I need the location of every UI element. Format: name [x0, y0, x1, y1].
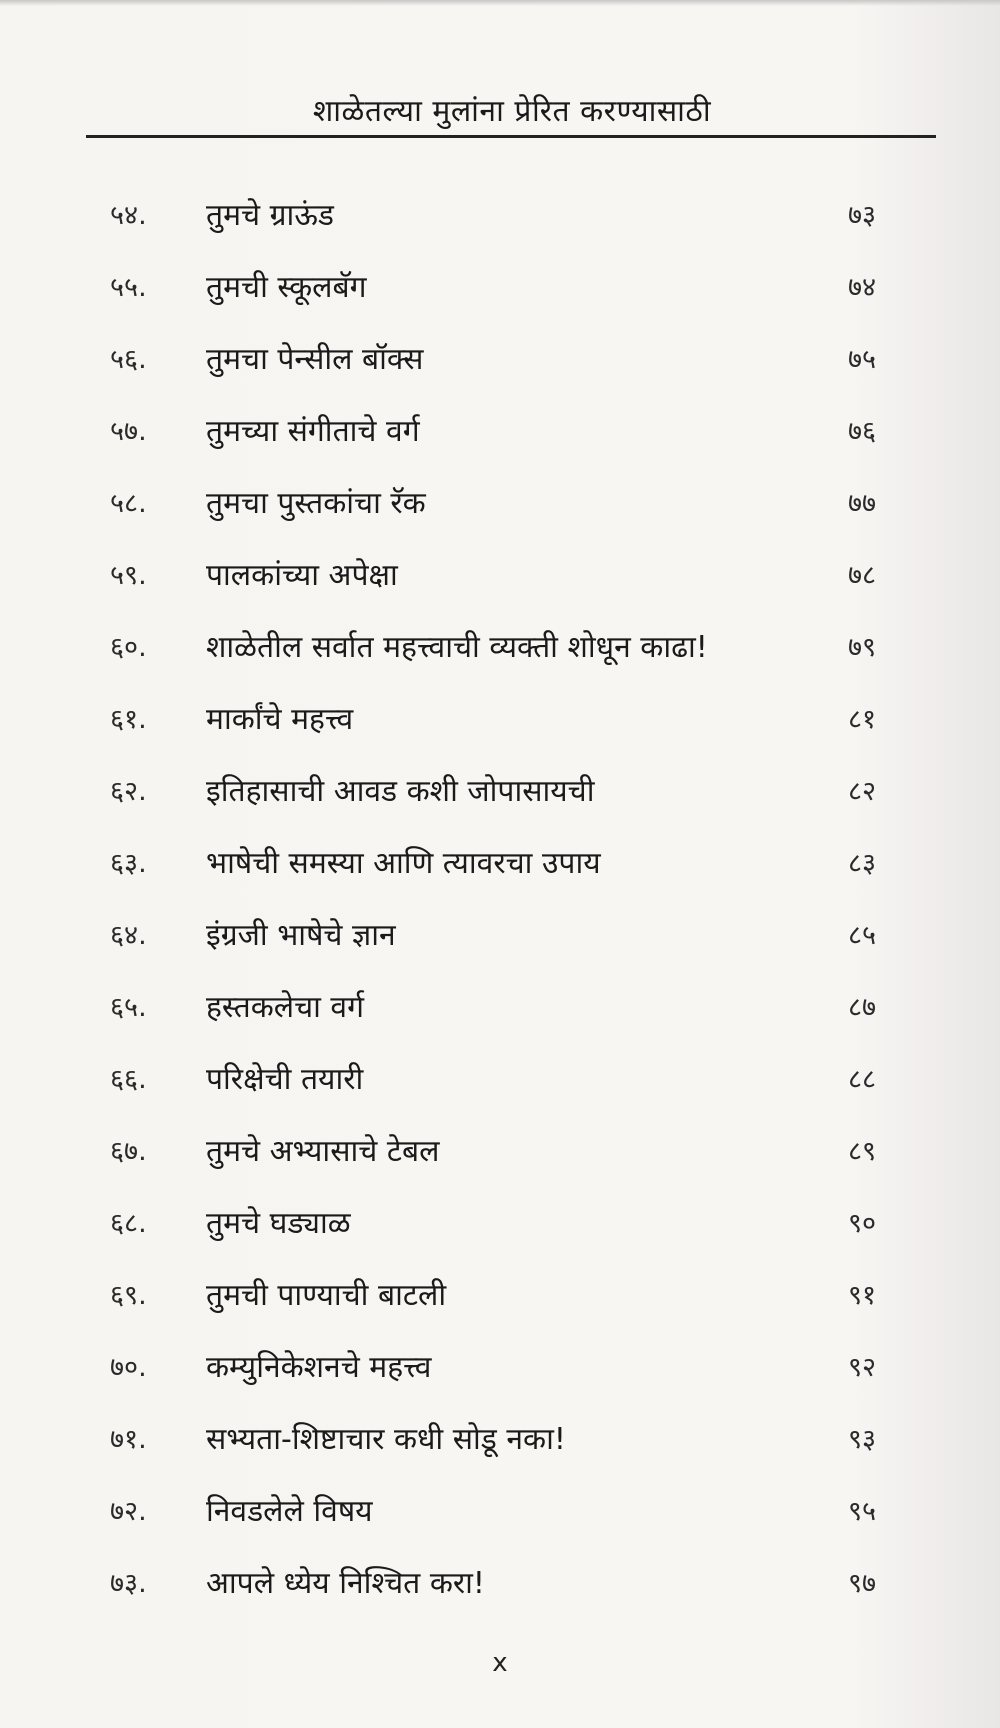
table-of-contents — [0, 196, 1000, 1636]
toc-entry-title: तुमची पाण्याची बाटली — [206, 1278, 447, 1313]
toc-entry-number: ७१. — [110, 1424, 147, 1455]
toc-entry — [0, 1492, 1000, 1564]
toc-entry-number: ६३. — [110, 848, 147, 879]
toc-entry-page: ९५ — [848, 1496, 877, 1527]
toc-entry-number: ६४. — [110, 920, 147, 951]
toc-entry-number: ६२. — [110, 776, 147, 807]
toc-entry-page: ७९ — [848, 632, 877, 663]
toc-entry-title: आपले ध्येय निश्चित करा! — [206, 1566, 485, 1601]
page-top-edge — [0, 0, 1000, 6]
toc-entry-number: ६५. — [110, 992, 147, 1023]
toc-entry-title: तुमचा पुस्तकांचा रॅक — [206, 486, 426, 521]
toc-entry-number: ७३. — [110, 1568, 147, 1599]
toc-entry-number: ६०. — [110, 632, 147, 663]
toc-entry-page: ७५ — [848, 344, 877, 375]
toc-entry-title: इंग्रजी भाषेचे ज्ञान — [206, 918, 396, 953]
toc-entry-number: ५८. — [110, 488, 147, 519]
toc-entry-page: ७६ — [848, 416, 877, 447]
toc-entry-title: इतिहासाची आवड कशी जोपासायची — [206, 774, 595, 809]
toc-entry-page: ९३ — [848, 1424, 877, 1455]
toc-entry-page: ८७ — [848, 992, 877, 1023]
toc-entry — [0, 1204, 1000, 1276]
toc-entry-page: ८३ — [848, 848, 877, 879]
toc-entry — [0, 1276, 1000, 1348]
toc-entry-title: तुमचे ग्राऊंड — [206, 198, 334, 233]
toc-entry-number: ५५. — [110, 272, 147, 303]
toc-entry-title: पालकांच्या अपेक्षा — [206, 558, 398, 593]
toc-entry — [0, 1420, 1000, 1492]
toc-entry-number: ६८. — [110, 1208, 147, 1239]
toc-entry-title: सभ्यता-शिष्टाचार कधी सोडू नका! — [206, 1422, 566, 1457]
toc-entry — [0, 628, 1000, 700]
toc-entry-page: ९७ — [848, 1568, 877, 1599]
toc-entry-number: ५७. — [110, 416, 147, 447]
toc-entry-page: ८९ — [848, 1136, 877, 1167]
toc-entry-number: ५४. — [110, 200, 147, 231]
toc-entry-title: तुमच्या संगीताचे वर्ग — [206, 414, 420, 449]
toc-entry-page: ७४ — [848, 272, 877, 303]
toc-entry-page: ८५ — [848, 920, 877, 951]
toc-entry-number: ७२. — [110, 1496, 147, 1527]
toc-entry-title: भाषेची समस्या आणि त्यावरचा उपाय — [206, 846, 601, 881]
toc-entry-page: ७७ — [848, 488, 877, 519]
toc-entry — [0, 196, 1000, 268]
toc-entry-number: ६७. — [110, 1136, 147, 1167]
toc-entry-number: ६९. — [110, 1280, 147, 1311]
page-number: x — [492, 1648, 508, 1678]
toc-entry — [0, 772, 1000, 844]
toc-entry-page: ९२ — [848, 1352, 877, 1383]
toc-entry-number: ६१. — [110, 704, 147, 735]
toc-entry — [0, 412, 1000, 484]
toc-entry-number: ५६. — [110, 344, 147, 375]
toc-entry-number: ५९. — [110, 560, 147, 591]
toc-entry-title: शाळेतील सर्वात महत्त्वाची व्यक्ती शोधून काढा! — [206, 630, 708, 665]
toc-entry — [0, 268, 1000, 340]
toc-entry-title: कम्युनिकेशनचे महत्त्व — [206, 1350, 432, 1385]
toc-entry-title: तुमचे घड्याळ — [206, 1206, 351, 1241]
running-title: शाळेतल्या मुलांना प्रेरित करण्यासाठी — [312, 94, 712, 129]
toc-entry-title: निवडलेले विषय — [206, 1494, 373, 1529]
toc-entry — [0, 1060, 1000, 1132]
toc-entry — [0, 988, 1000, 1060]
header-rule — [86, 135, 936, 138]
toc-entry-page: ८१ — [848, 704, 877, 735]
toc-entry-number: ६६. — [110, 1064, 147, 1095]
toc-entry — [0, 1564, 1000, 1636]
toc-entry — [0, 484, 1000, 556]
toc-entry-title: तुमची स्कूलबॅग — [206, 270, 367, 305]
toc-entry — [0, 1348, 1000, 1420]
toc-entry — [0, 556, 1000, 628]
toc-entry — [0, 340, 1000, 412]
toc-entry-title: तुमचे अभ्यासाचे टेबल — [206, 1134, 440, 1169]
toc-entry-title: परिक्षेची तयारी — [206, 1062, 364, 1097]
toc-entry-title: मार्कांचे महत्त्व — [206, 702, 354, 737]
toc-entry-page: ९० — [848, 1208, 877, 1239]
toc-entry — [0, 1132, 1000, 1204]
toc-entry-page: ८८ — [848, 1064, 877, 1095]
toc-entry — [0, 916, 1000, 988]
toc-entry-title: हस्तकलेचा वर्ग — [206, 990, 365, 1025]
toc-entry — [0, 700, 1000, 772]
toc-entry — [0, 844, 1000, 916]
toc-entry-number: ७०. — [110, 1352, 147, 1383]
toc-entry-page: ८२ — [848, 776, 877, 807]
toc-entry-title: तुमचा पेन्सील बॉक्स — [206, 342, 424, 377]
toc-entry-page: ९१ — [848, 1280, 877, 1311]
toc-entry-page: ७३ — [848, 200, 877, 231]
toc-entry-page: ७८ — [848, 560, 877, 591]
